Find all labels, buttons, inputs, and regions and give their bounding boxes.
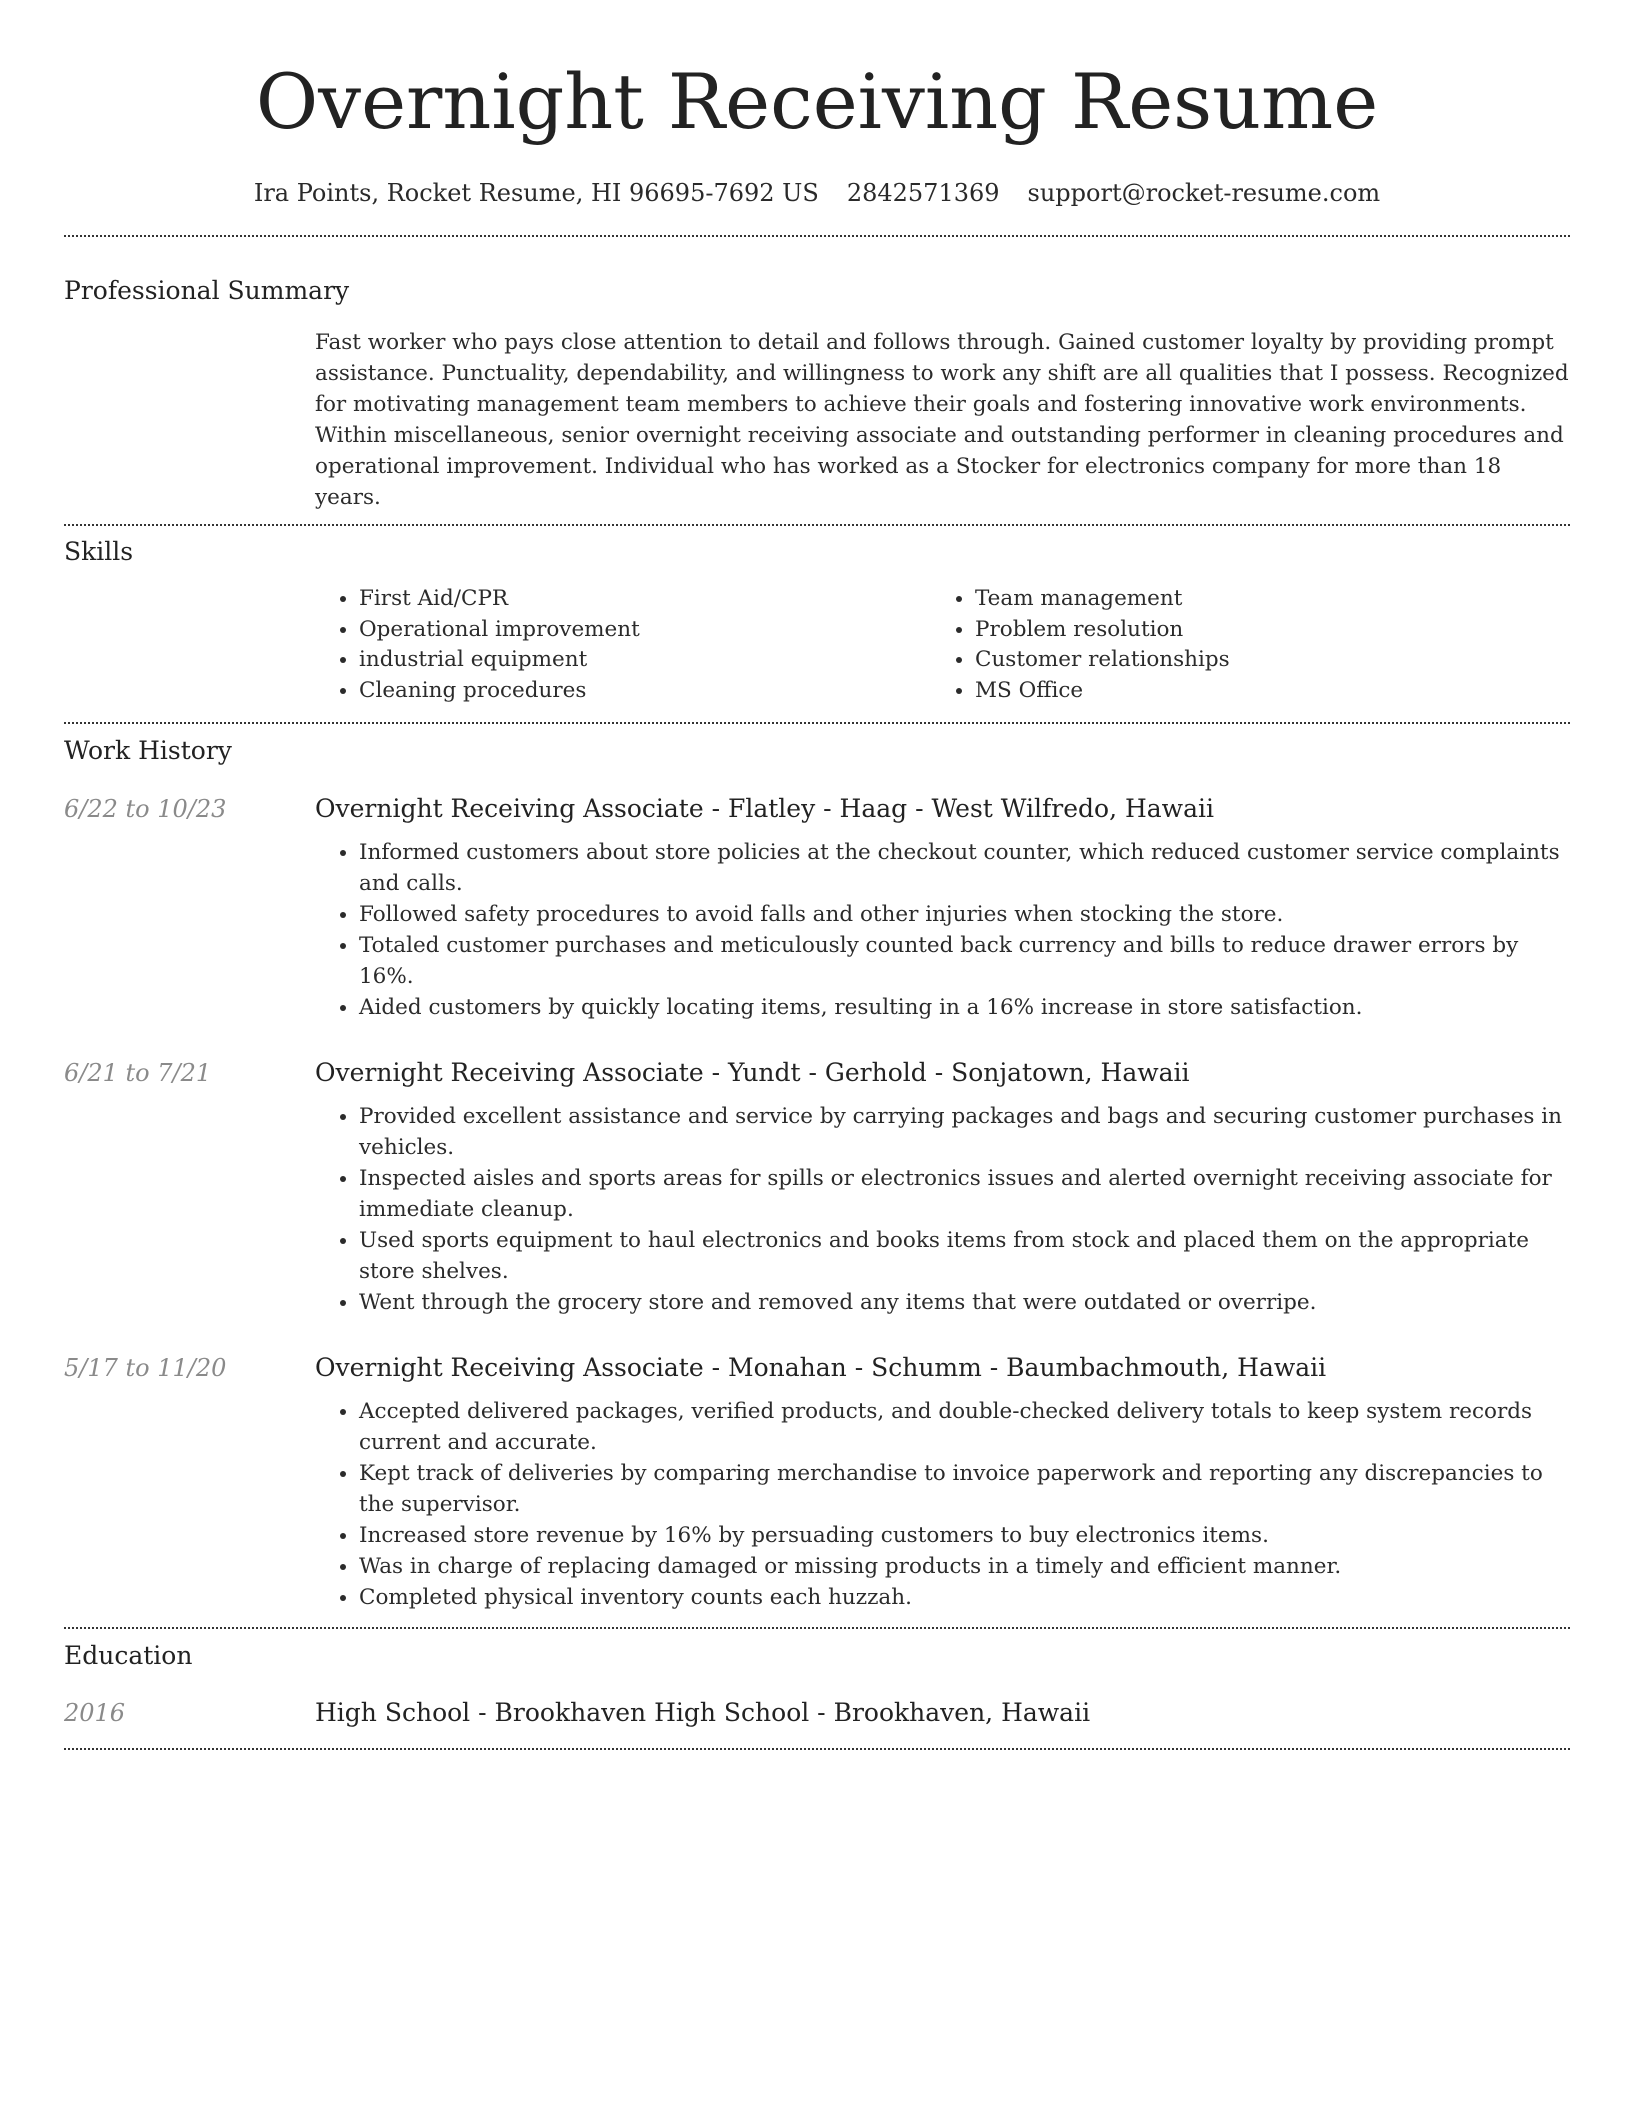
education-entry: [64, 1697, 1570, 1729]
skill-item: • industrial equipment: [359, 645, 931, 676]
job-bullet: • Followed safety procedures to avoid falls and other injuries when stocking the store.: [359, 899, 1570, 930]
education-section: [64, 1640, 1570, 1729]
divider: [64, 1627, 1570, 1629]
job-title: Overnight Receiving Associate - Monahan - Schumm - Baumbachmouth, Hawaii: [315, 1353, 1327, 1382]
education-title: High School - Brookhaven High School - Brookhaven, Hawaii: [315, 1698, 1091, 1727]
skill-item: • Customer relationships: [975, 645, 1547, 676]
job-bullet: • Increased store revenue by 16% by persuading customers to buy electronics items.: [359, 1520, 1570, 1551]
contact-email: support@rocket-resume.com: [1027, 179, 1381, 207]
job-bullet: • Went through the grocery store and removed any items that were outdated or overripe.: [359, 1287, 1570, 1318]
skill-item: • Cleaning procedures: [359, 676, 931, 707]
job-dates: 5/17 to 11/20: [64, 1354, 227, 1382]
job-dates: 6/22 to 10/23: [64, 795, 227, 823]
summary-section: [64, 275, 1570, 513]
job-bullet: • Was in charge of replacing damaged or missing products in a timely and efficient manner.: [359, 1551, 1570, 1582]
contact-phone: 2842571369: [846, 179, 1000, 207]
job-title: Overnight Receiving Associate - Flatley - Haag - West Wilfredo, Hawaii: [315, 794, 1214, 823]
skill-item: • Team management: [975, 584, 1547, 615]
job-title: Overnight Receiving Associate - Yundt - Gerhold - Sonjatown, Hawaii: [315, 1058, 1190, 1087]
job-bullet: • Provided excellent assistance and service by carrying packages and bags and securing customer purchases in vehicles.: [359, 1101, 1570, 1163]
work-heading: Work History: [64, 736, 232, 765]
skill-item: • Problem resolution: [975, 615, 1547, 646]
job-dates: 6/21 to 7/21: [64, 1059, 212, 1087]
job-bullets: [315, 837, 1570, 1023]
job-bullet: • Completed physical inventory counts each huzzah.: [359, 1582, 1570, 1613]
divider: [64, 524, 1570, 526]
work-section: [64, 735, 1570, 1613]
job-entry: [64, 1352, 1570, 1613]
job-bullet: • Used sports equipment to haul electronics and books items from stock and placed them on the appropriate store shelves.: [359, 1225, 1570, 1287]
job-bullet: • Accepted delivered packages, verified products, and double-checked delivery totals to keep system records current and accurate.: [359, 1396, 1570, 1458]
contact-address: Ira Points, Rocket Resume, HI 96695-7692 US: [253, 179, 819, 207]
summary-text: Fast worker who pays close attention to detail and follows through. Gained customer loyalty by providing prompt assistance. Punctuality, dependability, and willingness to work any shift are all qualities that I possess. Recognized for motivating management team members to achieve their goals and fostering innovative work environments. Within miscellaneous, senior overnight receiving associate and outstanding performer in cleaning procedures and operational improvement. Individual who has worked as a Stocker for electronics company for more than 18 years.: [315, 330, 1569, 510]
job-bullet: • Aided customers by quickly locating items, resulting in a 16% increase in store satisfaction.: [359, 992, 1570, 1023]
skill-item: • Operational improvement: [359, 615, 931, 646]
job-bullets: [315, 1396, 1570, 1613]
skills-list-left: [315, 584, 931, 706]
skill-item: • First Aid/CPR: [359, 584, 931, 615]
job-entry: [64, 1057, 1570, 1318]
resume-page: [64, 0, 1570, 1750]
contact-line: [64, 178, 1570, 208]
education-year: 2016: [64, 1699, 126, 1727]
divider: [64, 1748, 1570, 1750]
education-heading: Education: [64, 1641, 193, 1670]
skill-item: • MS Office: [975, 676, 1547, 707]
skills-heading: Skills: [64, 537, 134, 566]
job-bullet: • Kept track of deliveries by comparing merchandise to invoice paperwork and reporting any discrepancies to the supervisor.: [359, 1458, 1570, 1520]
skills-list-right: [931, 584, 1547, 706]
skills-section: [64, 536, 1570, 706]
summary-heading: Professional Summary: [64, 276, 350, 305]
job-bullet: • Inspected aisles and sports areas for spills or electronics issues and alerted overnight receiving associate for immediate cleanup.: [359, 1163, 1570, 1225]
divider: [64, 722, 1570, 724]
job-entry: [64, 793, 1570, 1023]
job-bullets: [315, 1101, 1570, 1318]
resume-title: Overnight Receiving Resume: [255, 57, 1379, 146]
divider: [64, 235, 1570, 237]
job-bullet: • Totaled customer purchases and meticulously counted back currency and bills to reduce drawer errors by 16%.: [359, 930, 1570, 992]
job-bullet: • Informed customers about store policies at the checkout counter, which reduced customer service complaints and calls.: [359, 837, 1570, 899]
